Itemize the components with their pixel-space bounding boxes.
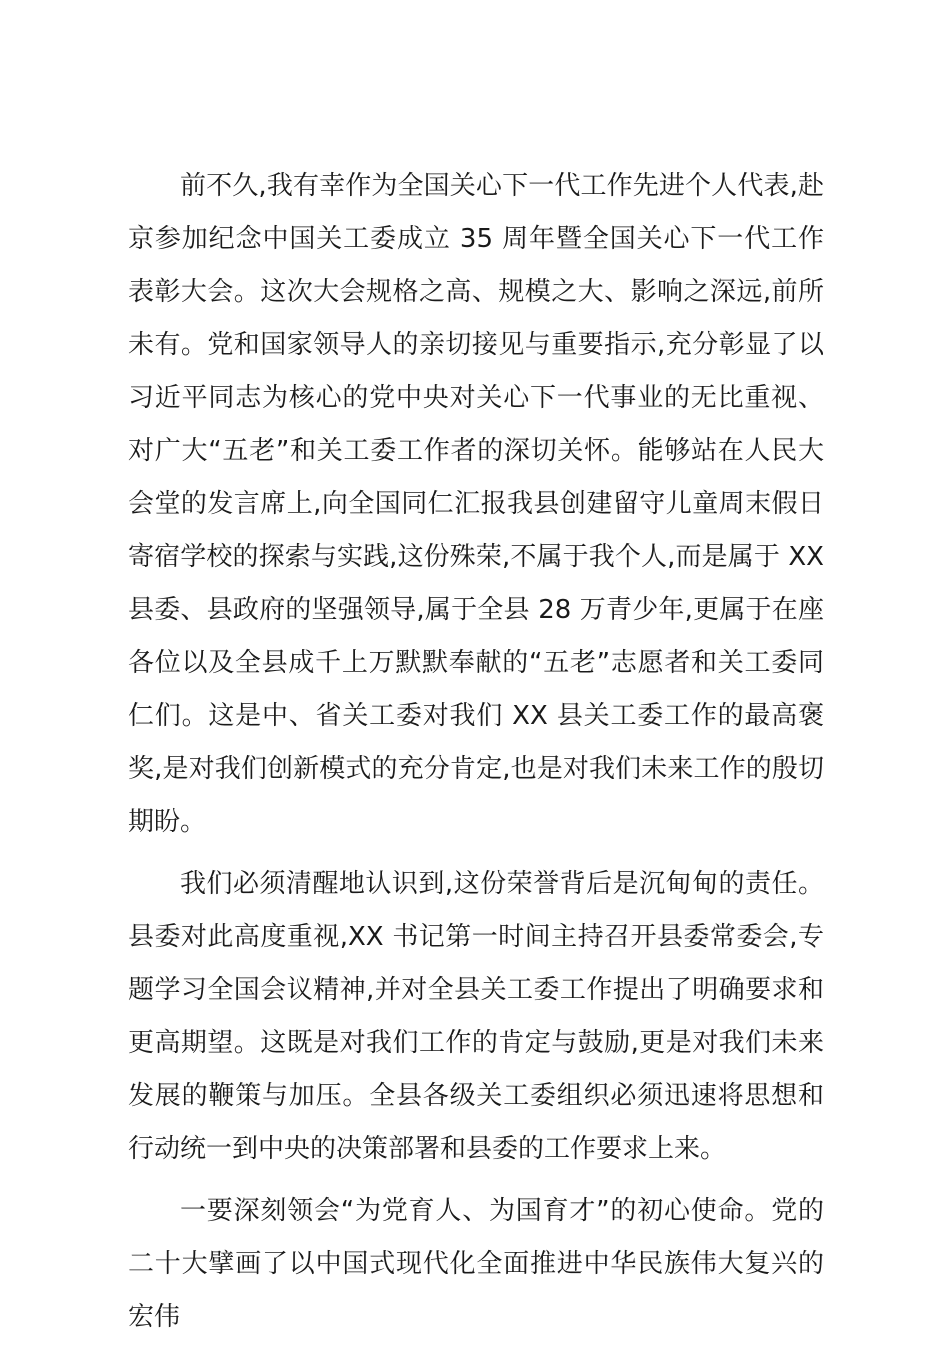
paragraph-3: 一要深刻领会“为党育人、为国育才”的初心使命。党的二十大擘画了以中国式现代化全面推进中华民族伟大复兴的宏伟: [128, 1196, 824, 1332]
document-body: [128, 160, 824, 1353]
paragraph-2: 我们必须清醒地认识到,这份荣誉背后是沉甸甸的责任。县委对此高度重视,XX 书记第一时间主持召开县委常委会,专题学习全国会议精神,并对全县关工委工作提出了明确要求和更高期望。这既是对我们工作的肯定与鼓励,更是对我们未来发展的鞭策与加压。全县各级关工委组织必须迅速将思想和行动统一到中央的决策部署和县委的工作要求上来。: [128, 869, 824, 1164]
paragraph-1: 前不久,我有幸作为全国关心下一代工作先进个人代表,赴京参加纪念中国关工委成立 35 周年暨全国关心下一代工作表彰大会。这次大会规格之高、规模之大、影响之深远,前所未有。党和国家领导人的亲切接见与重要指示,充分彰显了以习近平同志为核心的党中央对关心下一代事业的无比重视、对广大“五老”和关工委工作者的深切关怀。能够站在人民大会堂的发言席上,向全国同仁汇报我县创建留守儿童周末假日寄宿学校的探索与实践,这份殊荣,不属于我个人,而是属于 XX 县委、县政府的坚强领导,属于全县 28 万青少年,更属于在座各位以及全县成千上万默默奉献的“五老”志愿者和关工委同仁们。这是中、省关工委对我们 XX 县关工委工作的最高褒奖,是对我们创新模式的充分肯定,也是对我们未来工作的殷切期盼。: [128, 171, 824, 837]
